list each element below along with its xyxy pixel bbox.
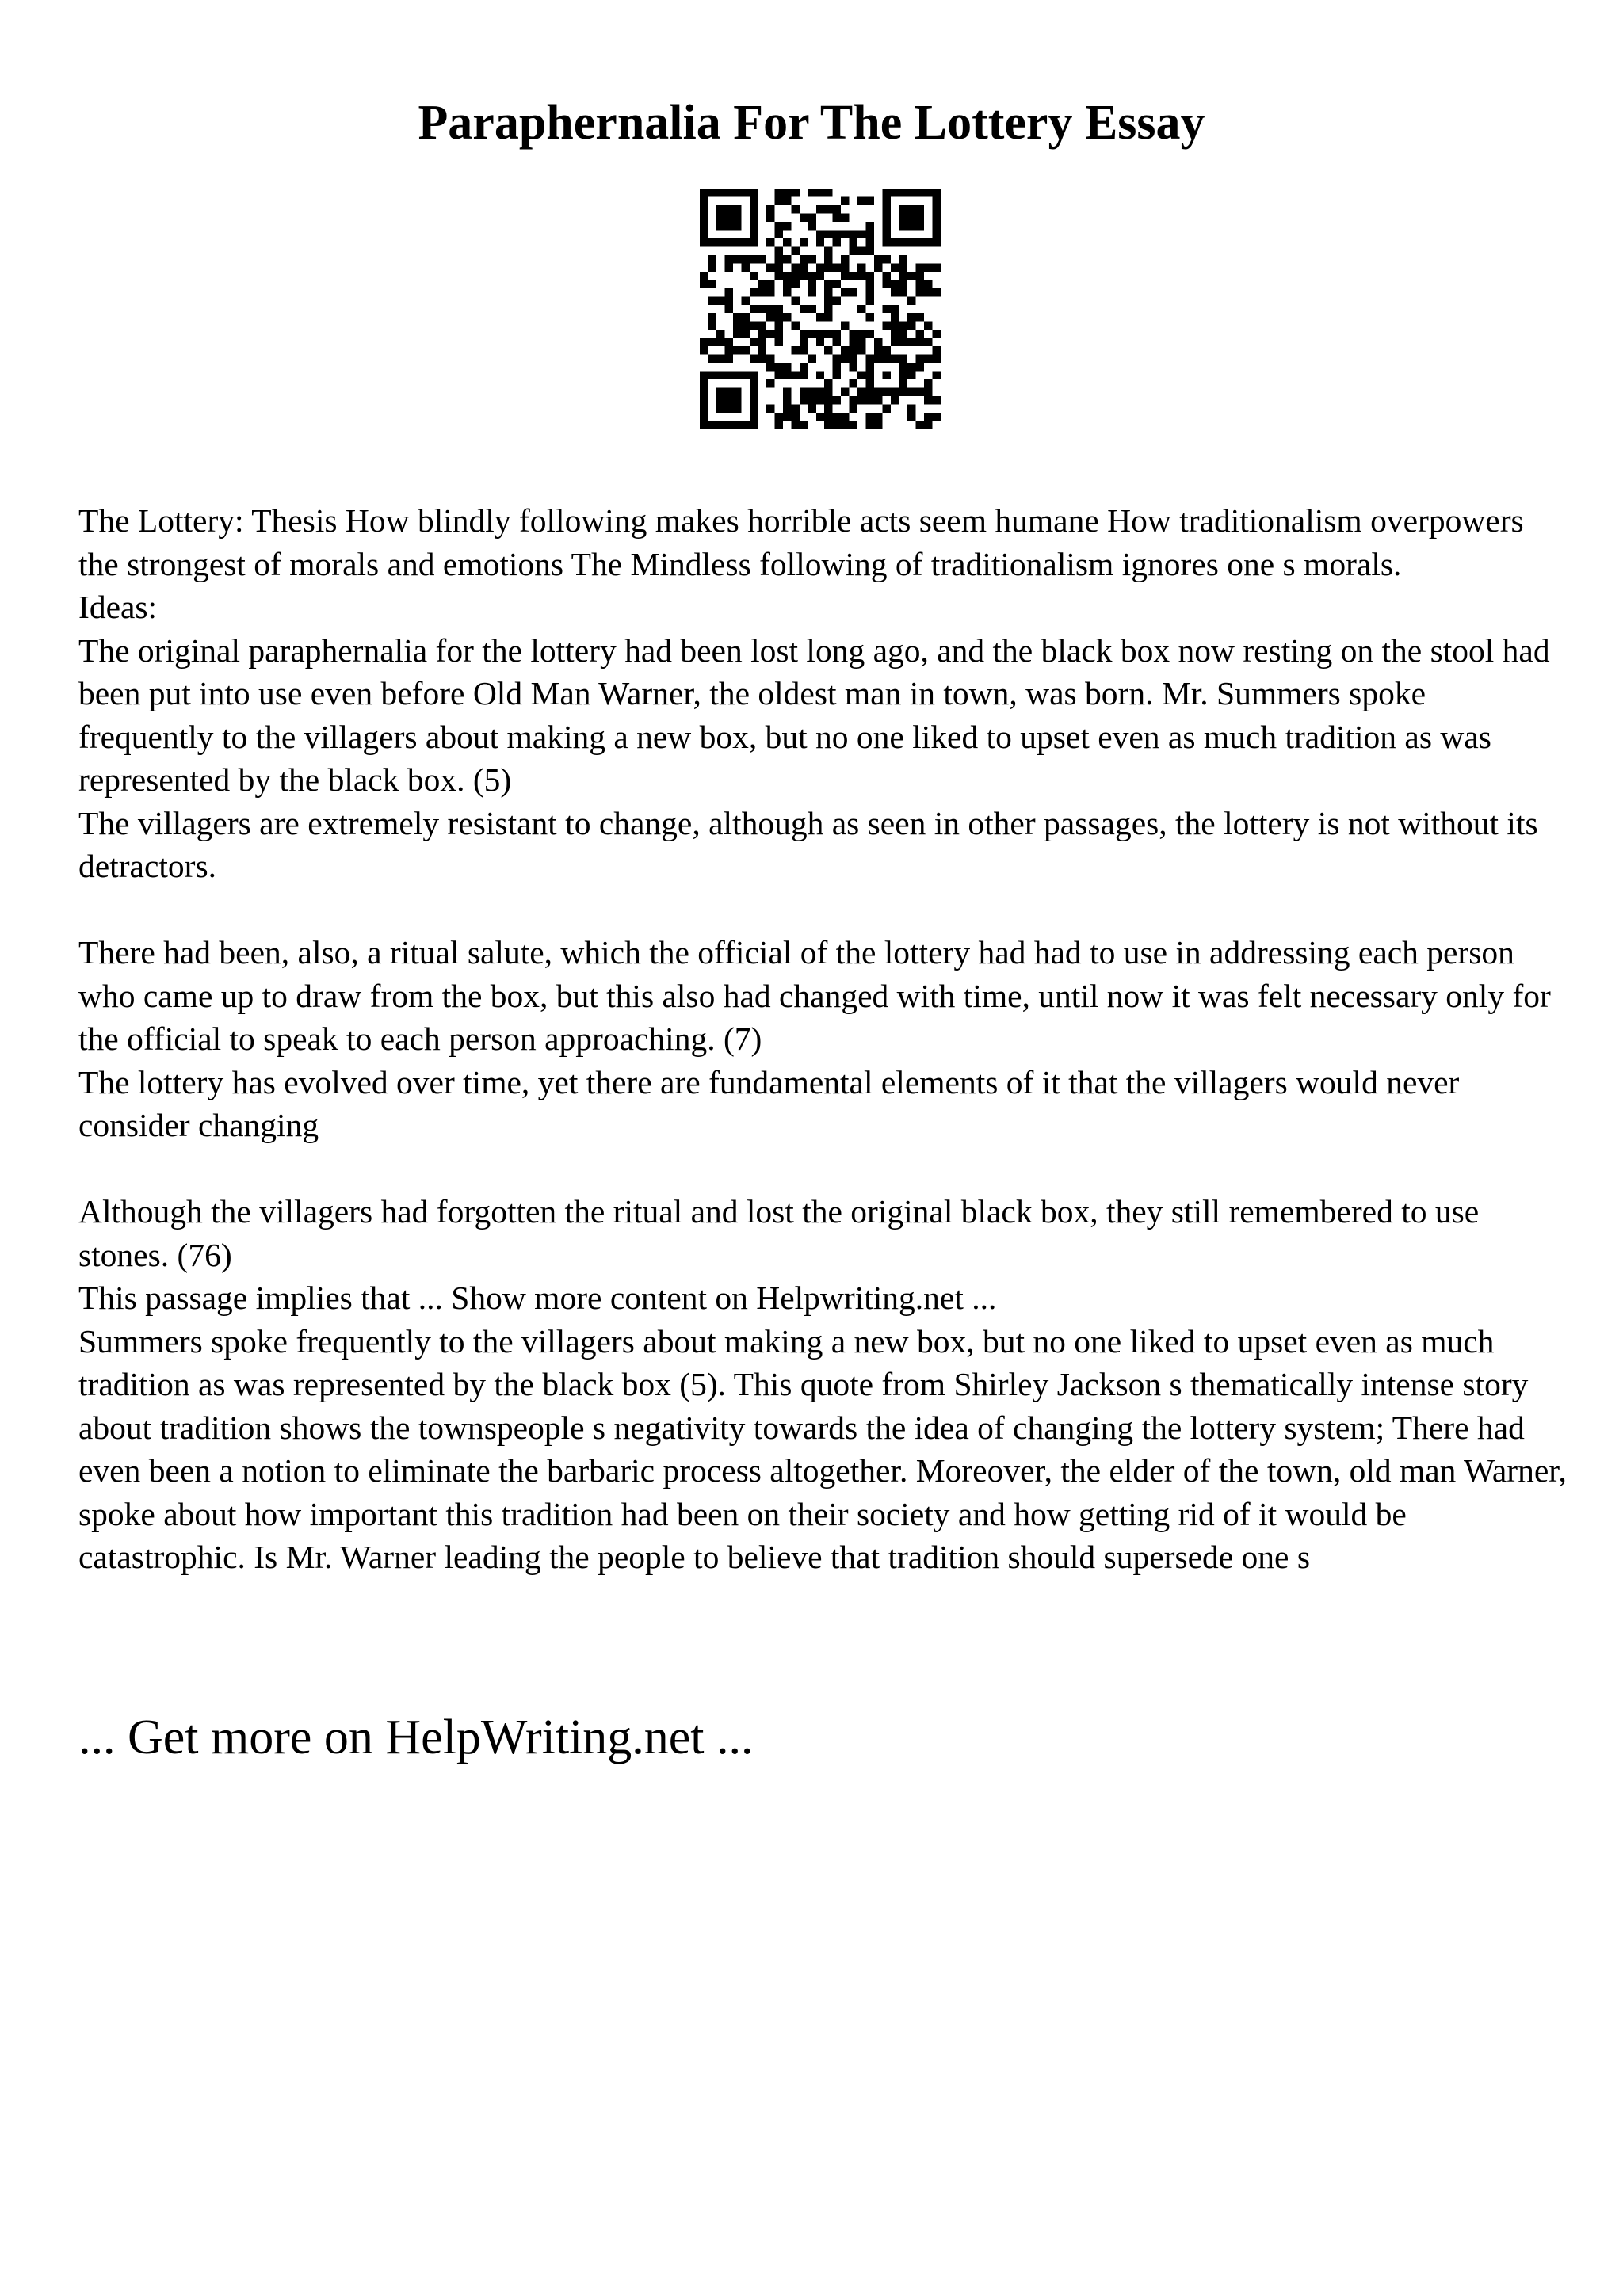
essay-body xyxy=(78,499,1568,1579)
paragraph-thesis: The Lottery: Thesis How blindly following makes horrible acts seem humane How traditionalism overpowers the strongest of morals and emotions The Mindless following of traditionalism ignores one s morals. xyxy=(78,502,1524,582)
paragraph-ideas-label: Ideas: xyxy=(78,589,158,625)
qr-code-icon xyxy=(700,189,941,429)
paragraph-spacer xyxy=(78,1147,1568,1191)
paragraph-analysis-1: The villagers are extremely resistant to change, although as seen in other passages, the lottery is not without its detractors. xyxy=(78,804,1538,884)
show-more-line: This passage implies that ... Show more content on Helpwriting.net ... xyxy=(78,1280,997,1316)
paragraph-essay-excerpt: Summers spoke frequently to the villagers about making a new box, but no one liked to upset even as much tradition as was represented by the black box (5). This quote from Shirley Jackson s thematically intense story about tradition shows the townspeople s negativity towards the idea of changing the lottery system; There had even been a notion to eliminate the barbaric process altogether. Moreover, the elder of the town, old man Warner, spoke about how important this tradition had been on their society and how getting rid of it would be catastrophic. Is Mr. Warner leading the people to believe that tradition should supersede one s xyxy=(78,1322,1567,1575)
paragraph-quote-1: The original paraphernalia for the lottery had been lost long ago, and the black box now resting on the stool had been put into use even before Old Man Warner, the oldest man in town, was born. Mr. Summers spoke frequently to the villagers about making a new box, but no one liked to upset even as much tradition as was represented by the black box. (5) xyxy=(78,631,1550,798)
paragraph-quote-2: There had been, also, a ritual salute, which the official of the lottery had had to use in addressing each person who came up to draw from the box, but this also had changed with time, until now it was felt necessary only for the official to speak to each person approaching. (7) xyxy=(78,934,1551,1057)
document-title: Paraphernalia For The Lottery Essay xyxy=(418,96,1205,150)
paragraph-analysis-2: The lottery has evolved over time, yet there are fundamental elements of it that the villagers would never consider changing xyxy=(78,1063,1460,1143)
paragraph-spacer xyxy=(78,888,1568,932)
get-more-link[interactable]: ... Get more on HelpWriting.net ... xyxy=(78,1711,754,1764)
paragraph-quote-3: Although the villagers had forgotten the ritual and lost the original black box, they still remembered to use stones. (76) xyxy=(78,1193,1480,1273)
